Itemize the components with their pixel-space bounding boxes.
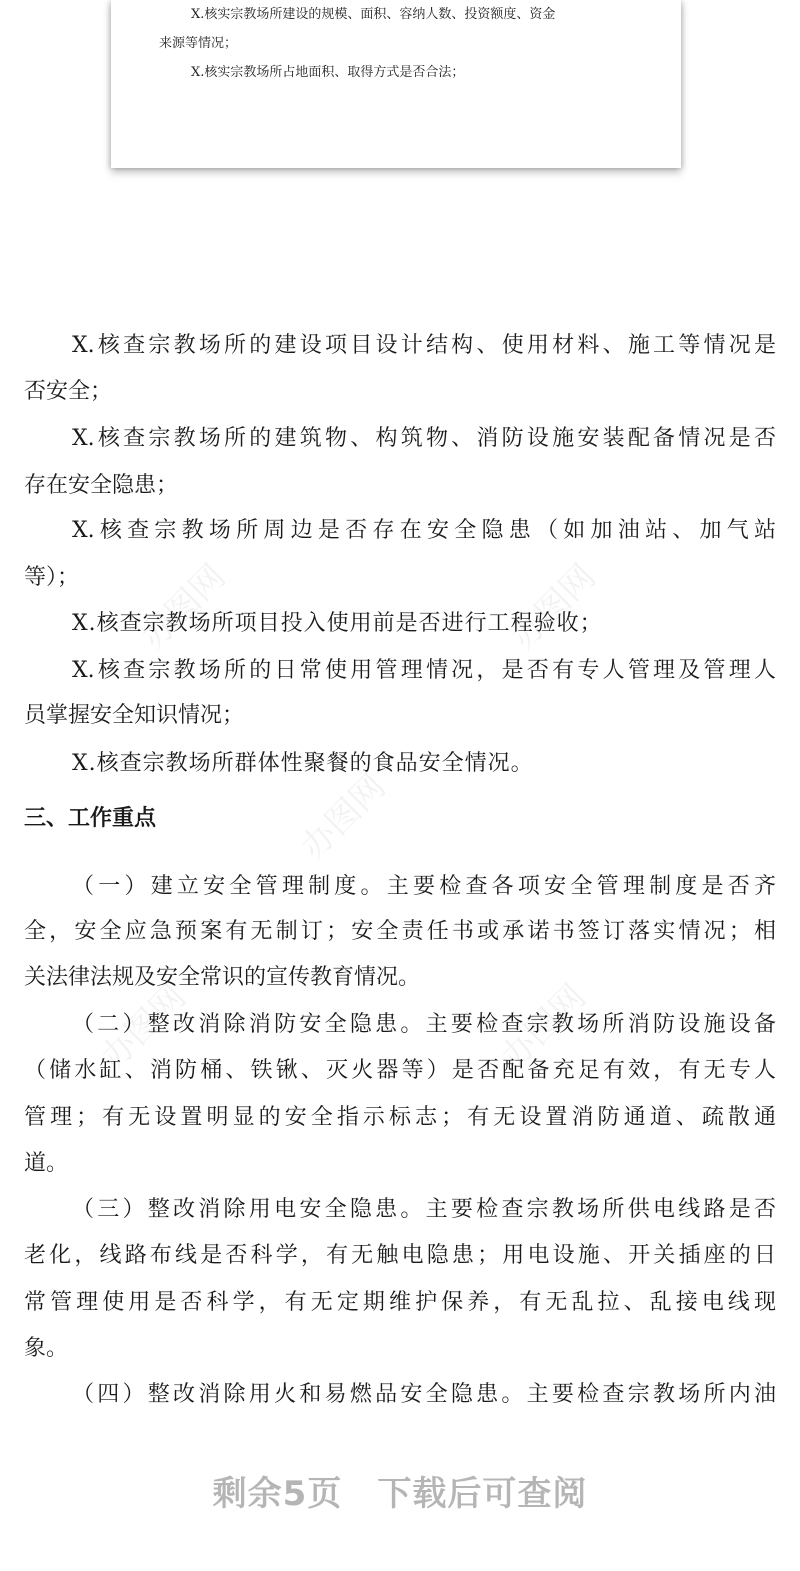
body-paragraph-line: X.核查宗教场所周边是否存在安全隐患（如加油站、加气站: [72, 518, 776, 543]
body-paragraph-line: X.核查宗教场所的日常使用管理情况，是否有专人管理及管理人: [72, 658, 776, 683]
previous-page-preview: [111, 0, 681, 168]
body-paragraph-line: 员掌握安全知识情况；: [24, 703, 245, 728]
body-paragraph-line: 常管理使用是否科学，有无定期维护保养，有无乱拉、乱接电线现: [24, 1290, 776, 1315]
body-paragraph-line: X.核查宗教场所项目投入使用前是否进行工程验收；: [72, 611, 603, 636]
watermark: 办图网: [93, 976, 194, 1078]
body-paragraph-line: 否安全；: [24, 379, 113, 404]
body-paragraph-line: （一）建立安全管理制度。主要检查各项安全管理制度是否齐: [72, 874, 776, 899]
body-paragraph-line: （四）整改消除用火和易燃品安全隐患。主要检查宗教场所内油: [72, 1382, 776, 1407]
remaining-pages-notice: 剩余5页 下载后可查阅: [212, 1474, 588, 1514]
body-paragraph-line: 管理；有无设置明显的安全指示标志；有无设置消防通道、疏散通: [24, 1105, 776, 1130]
section-heading: 三、工作重点: [24, 806, 157, 831]
preview-text-line: X.核实宗教场所建设的规模、面积、容纳人数、投资额度、资金: [191, 7, 556, 22]
body-paragraph-line: （二）整改消除消防安全隐患。主要检查宗教场所消防设施设备: [72, 1012, 776, 1037]
body-paragraph-line: （储水缸、消防桶、铁锹、灭火器等）是否配备充足有效，有无专人: [24, 1058, 776, 1083]
body-paragraph-line: （三）整改消除用电安全隐患。主要检查宗教场所供电线路是否: [72, 1197, 776, 1222]
preview-text-line: X.核实宗教场所占地面积、取得方式是否合法；: [191, 65, 465, 80]
body-paragraph-line: 关法律法规及安全常识的宣传教育情况。: [24, 965, 421, 990]
watermark: 办图网: [493, 976, 594, 1078]
body-paragraph-line: 道。: [24, 1151, 69, 1176]
body-paragraph-line: X.核查宗教场所的建筑物、构筑物、消防设施安装配备情况是否: [72, 426, 776, 451]
watermark: 办图网: [133, 556, 234, 658]
preview-text-line: 来源等情况；: [159, 36, 238, 51]
body-paragraph-line: 全，安全应急预案有无制订；安全责任书或承诺书签订落实情况；相: [24, 919, 776, 944]
watermark: 办图网: [293, 766, 394, 868]
body-paragraph-line: 老化，线路布线是否科学，有无触电隐患；用电设施、开关插座的日: [24, 1243, 776, 1268]
body-paragraph-line: 存在安全隐患；: [24, 473, 179, 498]
body-paragraph-line: X.核查宗教场所群体性聚餐的食品安全情况。: [72, 751, 534, 776]
watermark: 办图网: [503, 556, 604, 658]
body-paragraph-line: 象。: [24, 1336, 69, 1361]
body-paragraph-line: 等）；: [24, 565, 80, 590]
body-paragraph-line: X.核查宗教场所的建设项目设计结构、使用材料、施工等情况是: [72, 333, 776, 358]
